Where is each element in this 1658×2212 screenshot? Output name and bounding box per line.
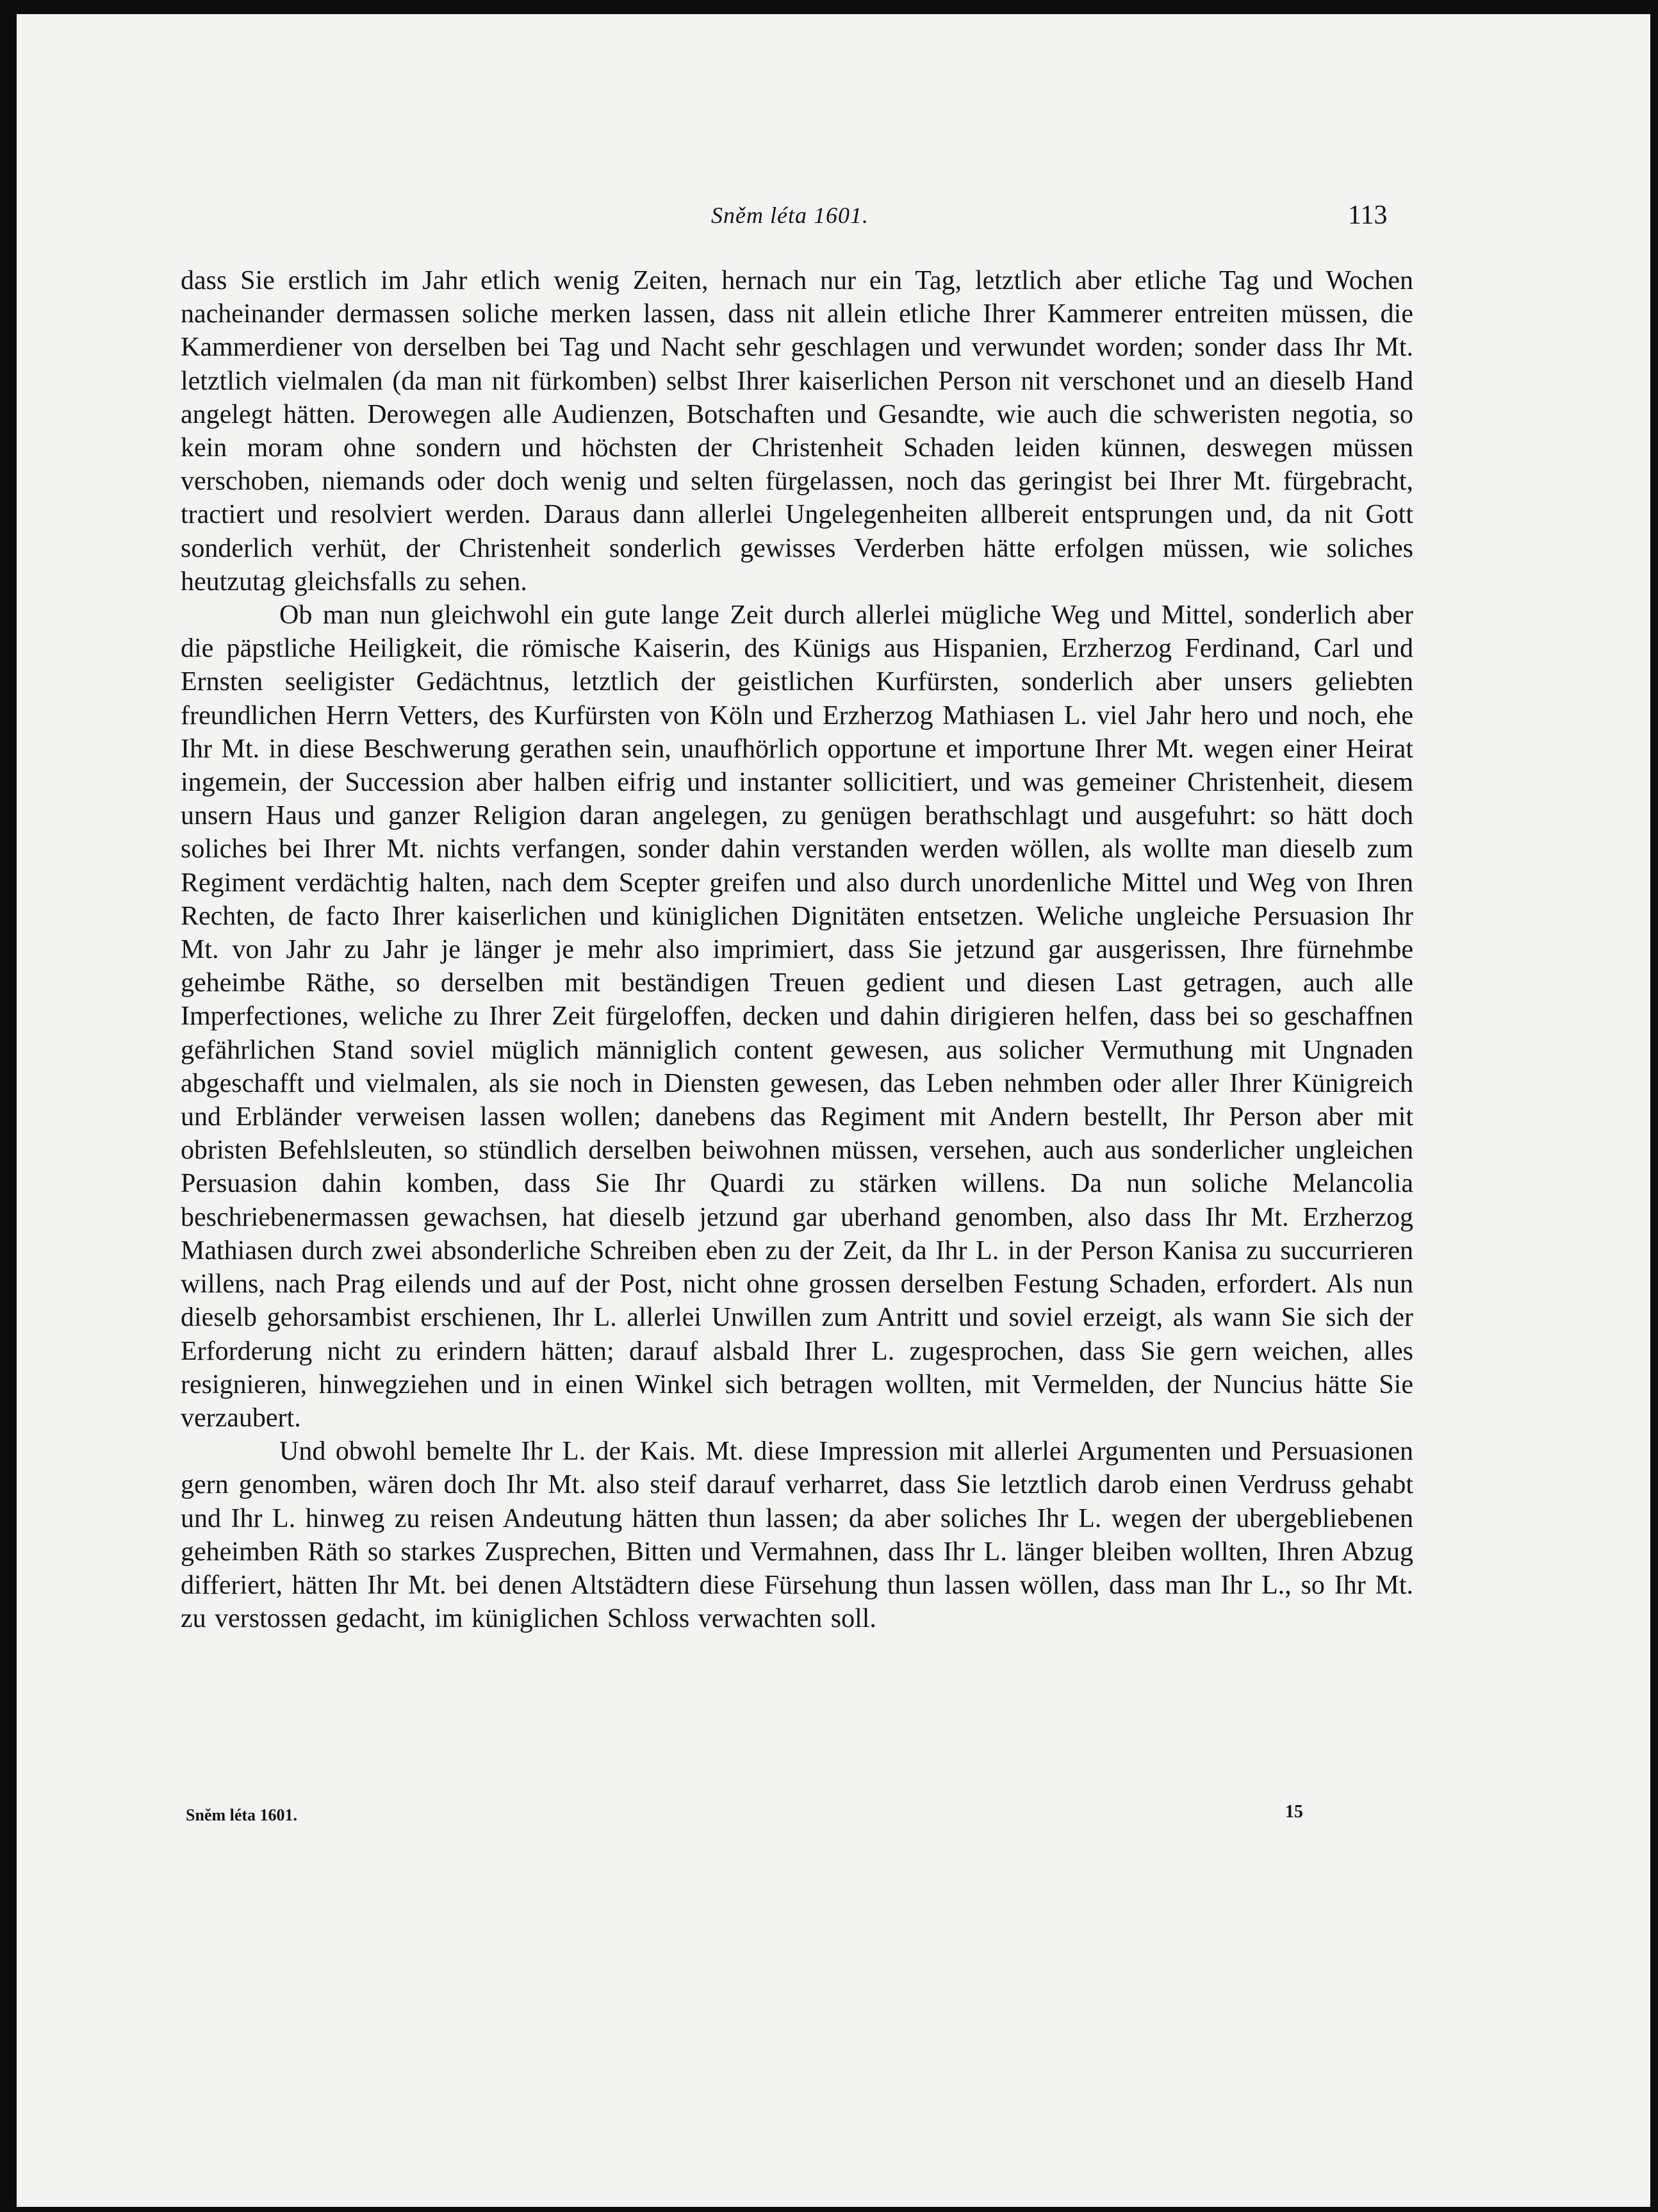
scan-border-right	[1650, 0, 1658, 2212]
signature-mark: Sněm léta 1601.	[186, 1806, 298, 1824]
body-text	[181, 264, 1413, 1635]
running-title: Sněm léta 1601.	[711, 202, 869, 228]
signature-number: 15	[1285, 1802, 1303, 1822]
page-number: 113	[1348, 201, 1388, 230]
scan-border-bottom	[0, 2207, 1658, 2212]
paragraph: Ob man nun gleichwohl ein gute lange Zeit durch allerlei mügliche Weg und Mittel, sonderlich aber die päpstliche Heiligkeit, die römische Kaiserin, des Künigs aus Hispanien, Erzherzog Ferdinand, Carl und Ernsten seeligister Gedächtnus, letztlich der geistlichen Kurfürsten, sonderlich aber unsers geliebten freundlichen Herrn Vetters, des Kurfürsten von Köln und Erzherzog Mathiasen L. viel Jahr hero und noch, ehe Ihr Mt. in diese Beschwerung gerathen sein, unaufhörlich opportune et importune Ihrer Mt. wegen einer Heirat ingemein, der Succession aber halben eifrig und instanter sollicitiert, und was gemeiner Christenheit, diesem unsern Haus und ganzer Religion daran angelegen, zu genügen berathschlagt und ausgefuhrt: so hätt doch soliches bei Ihrer Mt. nichts verfangen, sonder dahin verstanden werden wöllen, als wollte man dieselb zum Regiment verdächtig halten, nach dem Scepter greifen und also durch unordenliche Mittel und Weg von Ihren Rechten, de facto Ihrer kaiserlichen und küniglichen Dignitäten entsetzen. Weliche ungleiche Persuasion Ihr Mt. von Jahr zu Jahr je länger je mehr also imprimiert, dass Sie jetzund gar ausgerissen, Ihre fürnehmbe geheimbe Räthe, so derselben mit beständigen Treuen gedient und diesen Last getragen, auch alle Imperfectiones, weliche zu Ihrer Zeit fürgeloffen, decken und dahin dirigieren helfen, dass bei so geschaffnen gefährlichen Stand soviel müglich männiglich content gewesen, aus solicher Vermuthung mit Ungnaden abgeschafft und vielmalen, als sie noch in Diensten gewesen, das Leben nehmben oder aller Ihrer Künigreich und Erbländer verweisen lassen wollen; danebens das Regiment mit Andern bestellt, Ihr Person aber mit obristen Befehlsleuten, so stündlich derselben beiwohnen müssen, versehen, auch aus sonderlicher ungleichen Persuasion dahin komben, dass Sie Ihr Quardi zu stärken willens. Da nun soliche Melancolia beschriebenermassen gewachsen, hat dieselb jetzund gar uberhand genomben, also dass Ihr Mt. Erzherzog Mathiasen durch zwei absonderliche Schreiben eben zu der Zeit, da Ihr L. in der Person Kanisa zu succurrieren willens, nach Prag eilends und auf der Post, nicht ohne grossen derselben Festung Schaden, erfordert. Als nun dieselb gehorsambist erschienen, Ihr L. allerlei Unwillen zum Antritt und soviel erzeigt, als wann Sie sich der Erforderung nicht zu erindern hätten; darauf alsbald Ihrer L. zugesprochen, dass Sie gern weichen, alles resignieren, hinwegziehen und in einen Winkel sich betragen wollten, mit Vermelden, der Nuncius hätte Sie verzaubert.	[181, 600, 1413, 1433]
paragraph: dass Sie erstlich im Jahr etlich wenig Zeiten, hernach nur ein Tag, letztlich aber etliche Tag und Wochen nacheinander dermassen soliche merken lassen, dass nit allein etliche Ihrer Kammerer entreiten müssen, die Kammerdiener von derselben bei Tag und Nacht sehr geschlagen und verwundet worden; sonder dass Ihr Mt. letztlich vielmalen (da man nit fürkomben) selbst Ihrer kaiserlichen Person nit verschonet und an dieselb Hand angelegt hätten. Derowegen alle Audienzen, Botschaften und Gesandte, wie auch die schweristen negotia, so kein moram ohne sondern und höchsten der Christenheit Schaden leiden künnen, deswegen müssen verschoben, niemands oder doch wenig und selten fürgelassen, noch das geringist bei Ihrer Mt. fürgebracht, tractiert und resolviert werden. Daraus dann allerlei Ungelegenheiten allbereit entsprungen und, da nit Gott sonderlich verhüt, der Christenheit sonderlich gewisses Verderben hätte erfolgen müssen, wie soliches heutzutag gleichsfalls zu sehen.	[181, 266, 1413, 597]
scan-border-left	[0, 0, 17, 2212]
paragraph: Und obwohl bemelte Ihr L. der Kais. Mt. diese Impression mit allerlei Argumenten und Persuasionen gern genomben, wären doch Ihr Mt. also steif darauf verharret, dass Sie letztlich darob einen Verdruss gehabt und Ihr L. hinweg zu reisen Andeutung hätten thun lassen; da aber soliches Ihr L. wegen der ubergebliebenen geheimben Räth so starkes Zusprechen, Bitten und Vermahnen, dass Ihr L. länger bleiben wollten, Ihren Abzug differiert, hätten Ihr Mt. bei denen Altstädtern diese Fürsehung thun lassen wöllen, dass man Ihr L., so Ihr Mt. zu verstossen gedacht, im küniglichen Schloss verwachten soll.	[181, 1437, 1413, 1634]
scan-border-top	[0, 0, 1658, 14]
